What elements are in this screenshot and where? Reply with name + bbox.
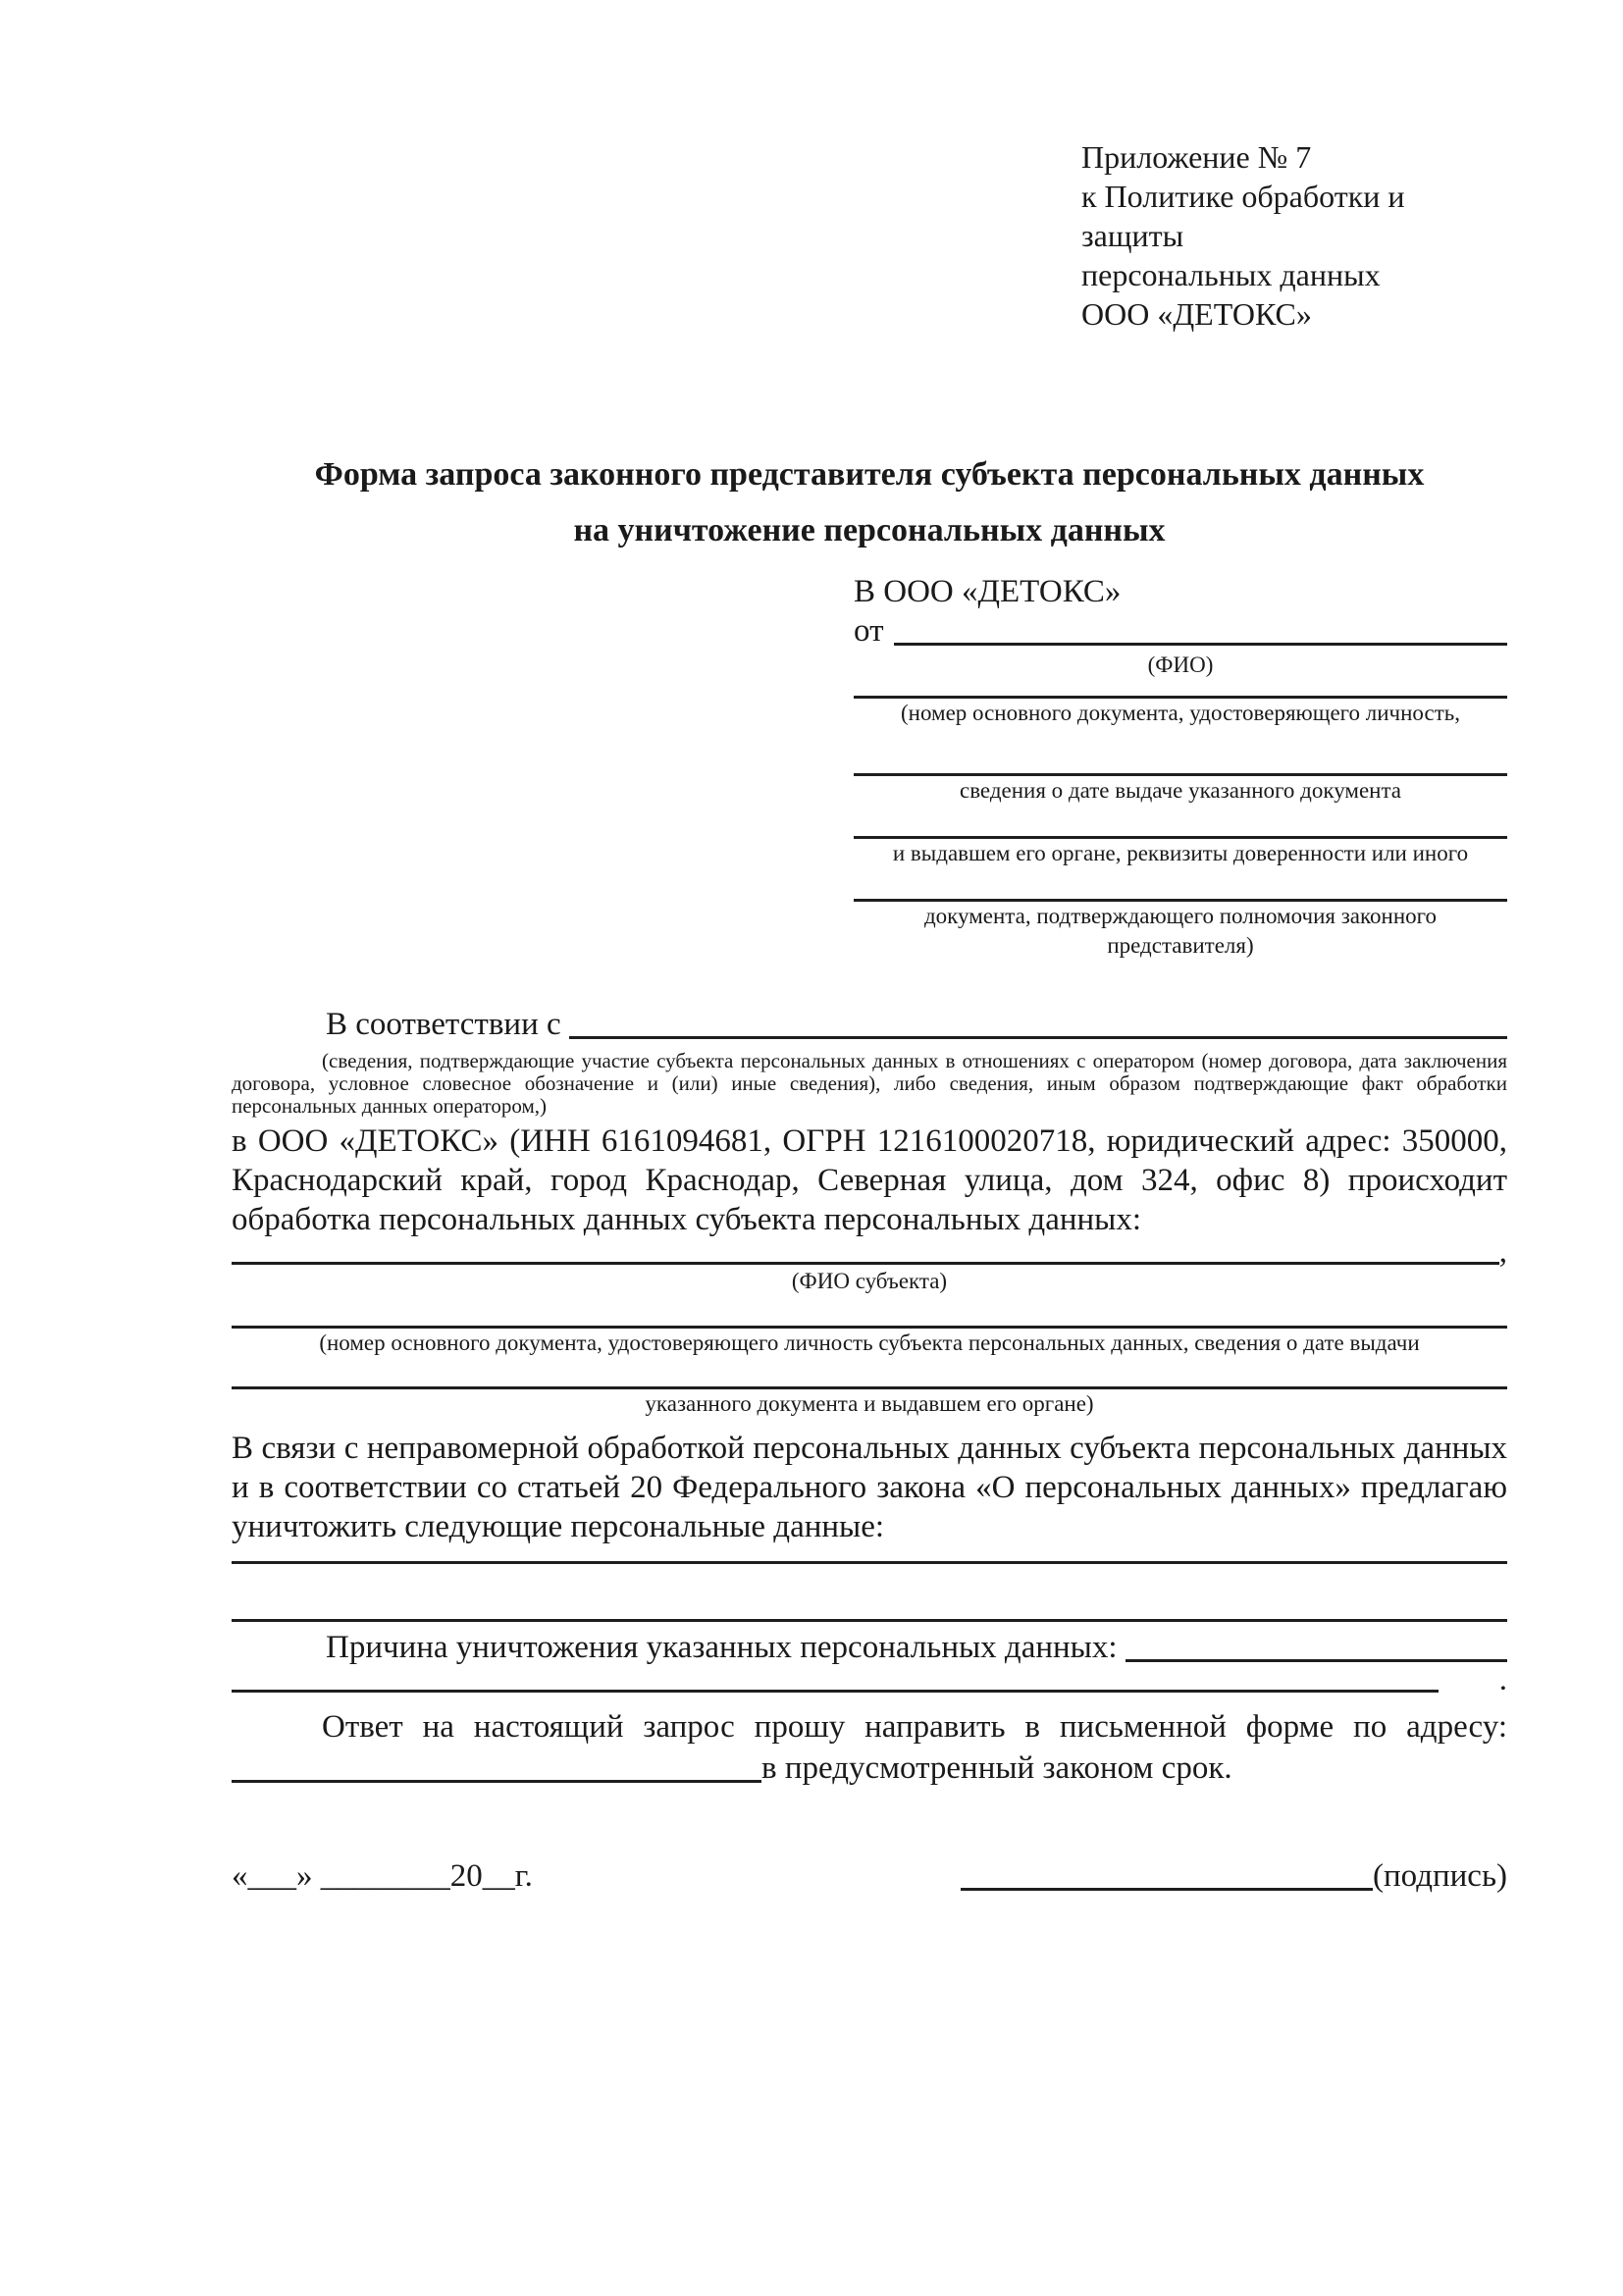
operator-paragraph: в ООО «ДЕТОКС» (ИНН 6161094681, ОГРН 1216100020718, юридический адрес: 350000, Краснодарский край, город Краснодар, Северная улица, дом 324, офис 8) происходит обработка персональных данных субъекта персональных данных:: [232, 1123, 1507, 1237]
addressee-block: [854, 572, 1507, 961]
paragraph-indent: [232, 1005, 326, 1044]
fill-line: [232, 1780, 761, 1783]
representative-doc-field-2: [854, 773, 1507, 806]
fill-line: [232, 1690, 1439, 1693]
document-title-line-2: на уничтожение персональных данных: [573, 512, 1166, 548]
response-tail: в предусмотренный законом срок.: [761, 1750, 1232, 1786]
response-sentence: Ответ на настоящий запрос прошу направить в письменной форме по адресу:: [322, 1709, 1507, 1745]
date-blank: «___» ________20__г.: [232, 1858, 533, 1894]
subject-fio-field: [232, 1234, 1507, 1270]
representative-doc-field-1: [854, 696, 1507, 728]
appendix-line-4: ООО «ДЕТОКС»: [1081, 296, 1312, 332]
signature-caption: (подпись): [1373, 1858, 1507, 1894]
subject-doc-caption-bottom: указанного документа и выдавшем его органе): [645, 1391, 1094, 1416]
trailing-comma: ,: [1498, 1234, 1507, 1270]
field-caption: документа, подтверждающего полномочия законного представителя): [923, 904, 1437, 958]
fill-line: [569, 1036, 1507, 1039]
appendix-line-2: к Политике обработки и защиты: [1081, 179, 1405, 253]
fill-line: [1126, 1659, 1507, 1662]
representative-doc-field-3: [854, 836, 1507, 868]
fill-line: [961, 1888, 1373, 1891]
addressee-to: В ООО «ДЕТОКС»: [854, 574, 1122, 609]
fill-line: [894, 643, 1508, 646]
fill-line: [232, 1619, 1507, 1622]
from-field: [854, 611, 1507, 651]
trailing-period: .: [1498, 1662, 1507, 1697]
fill-line: [232, 1561, 1507, 1564]
fio-caption: (ФИО): [1147, 652, 1214, 677]
field-caption: сведения о дате выдаче указанного документа: [959, 778, 1402, 803]
signature-row: [232, 1856, 1507, 1896]
response-address-field: [232, 1748, 1507, 1788]
from-label: от: [854, 613, 884, 649]
document-title: [232, 446, 1507, 558]
according-field: [232, 1005, 1507, 1044]
field-caption: (номер основного документа, удостоверяющего личность,: [900, 701, 1460, 725]
appendix-line-3: персональных данных: [1081, 257, 1381, 292]
subject-fio-caption: (ФИО субъекта): [791, 1269, 948, 1293]
appendix-block: [1081, 137, 1507, 334]
reason-label: Причина уничтожения указанных персональных данных:: [326, 1630, 1118, 1665]
fill-line: [232, 1262, 1499, 1265]
document-title-line-1: Форма запроса законного представителя субъекта персональных данных: [314, 456, 1425, 493]
appendix-line-1: Приложение № 7: [1081, 139, 1312, 175]
field-caption: и выдавшем его органе, реквизиты доверенности или иного: [892, 841, 1469, 865]
paragraph-indent: [232, 1628, 326, 1667]
representative-doc-field-4: [854, 899, 1507, 961]
reason-field: [232, 1628, 1507, 1667]
according-note: (сведения, подтверждающие участие субъекта персональных данных в отношениях с оператором (номер договора, дата заключения договора, условное словесное обозначение и (или) иные сведения), либо сведения, иным образом подтверждающие факт обработки персональных данных оператором,): [232, 1049, 1507, 1118]
reason-field-continuation: [232, 1662, 1507, 1697]
demand-paragraph: В связи с неправомерной обработкой персональных данных субъекта персональных данных и в соответствии со статьей 20 Федерального закона «О персональных данных» предлагаю уничтожить следующие персональные данные:: [232, 1431, 1507, 1544]
according-label: В соответствии с: [326, 1007, 561, 1042]
signature-field: [961, 1856, 1507, 1896]
subject-doc-caption-top: (номер основного документа, удостоверяющего личность субъекта персональных данных, сведения о дате выдачи: [319, 1331, 1420, 1355]
